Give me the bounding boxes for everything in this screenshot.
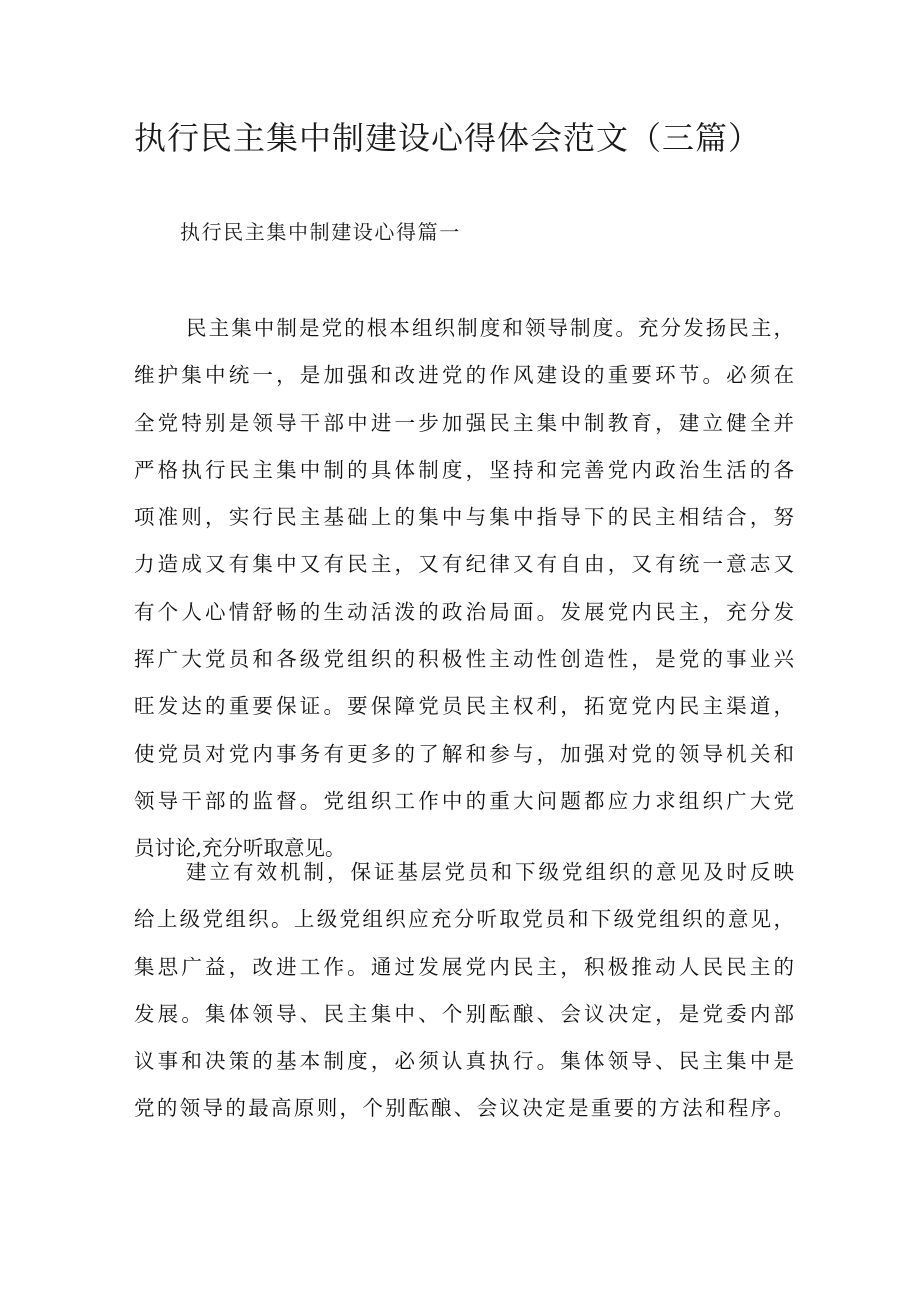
document-title: 执行民主集中制建设心得体会范文（三篇） [134,119,762,157]
paragraph-line: 旺发达的重要保证。要保障党员民主权利，拓宽党内民主渠道， [134,694,794,719]
paragraph-line: 领导干部的监督。党组织工作中的重大问题都应力求组织广大党 [134,788,794,813]
paragraph-line: 有个人心情舒畅的生动活泼的政治局面。发展党内民主，充分发 [134,599,794,624]
paragraph-line: 使党员对党内事务有更多的了解和参与，加强对党的领导机关和 [134,741,794,766]
paragraph-line: 发展。集体领导、民主集中、个别酝酿、会议决定，是党委内部 [134,1001,794,1026]
body-paragraph [134,849,794,1133]
paragraph-line: 严格执行民主集中制的具体制度，坚持和完善党内政治生活的各 [134,457,794,482]
paragraph-line: 集思广益，改进工作。通过发展党内民主，积极推动人民民主的 [134,954,794,979]
paragraph-line: 党的领导的最高原则，个别酝酿、会议决定是重要的方法和程序。 [134,1096,794,1121]
paragraph-line: 全党特别是领导干部中进一步加强民主集中制教育，建立健全并 [134,410,794,435]
paragraph-line: 给上级党组织。上级党组织应充分听取党员和下级党组织的意见， [134,907,794,932]
paragraph-line: 民主集中制是党的根本组织制度和领导制度。充分发扬民主， [186,316,794,340]
paragraph-line: 议事和决策的基本制度，必须认真执行。集体领导、民主集中是 [134,1049,794,1074]
section-heading: 执行民主集中制建设心得篇一 [180,220,461,244]
paragraph-line: 维护集中统一，是加强和改进党的作风建设的重要环节。必须在 [134,363,794,388]
paragraph-line: 力造成又有集中又有民主，又有纪律又有自由，又有统一意志又 [134,552,794,577]
paragraph-line: 挥广大党员和各级党组织的积极性主动性创造性，是党的事业兴 [134,647,794,672]
paragraph-line: 员讨论,充分听取意见。 [134,836,346,861]
paragraph-line: 建立有效机制，保证基层党员和下级党组织的意见及时反映 [186,860,794,884]
body-paragraph [134,305,794,873]
paragraph-line: 项准则，实行民主基础上的集中与集中指导下的民主相结合，努 [134,505,794,530]
